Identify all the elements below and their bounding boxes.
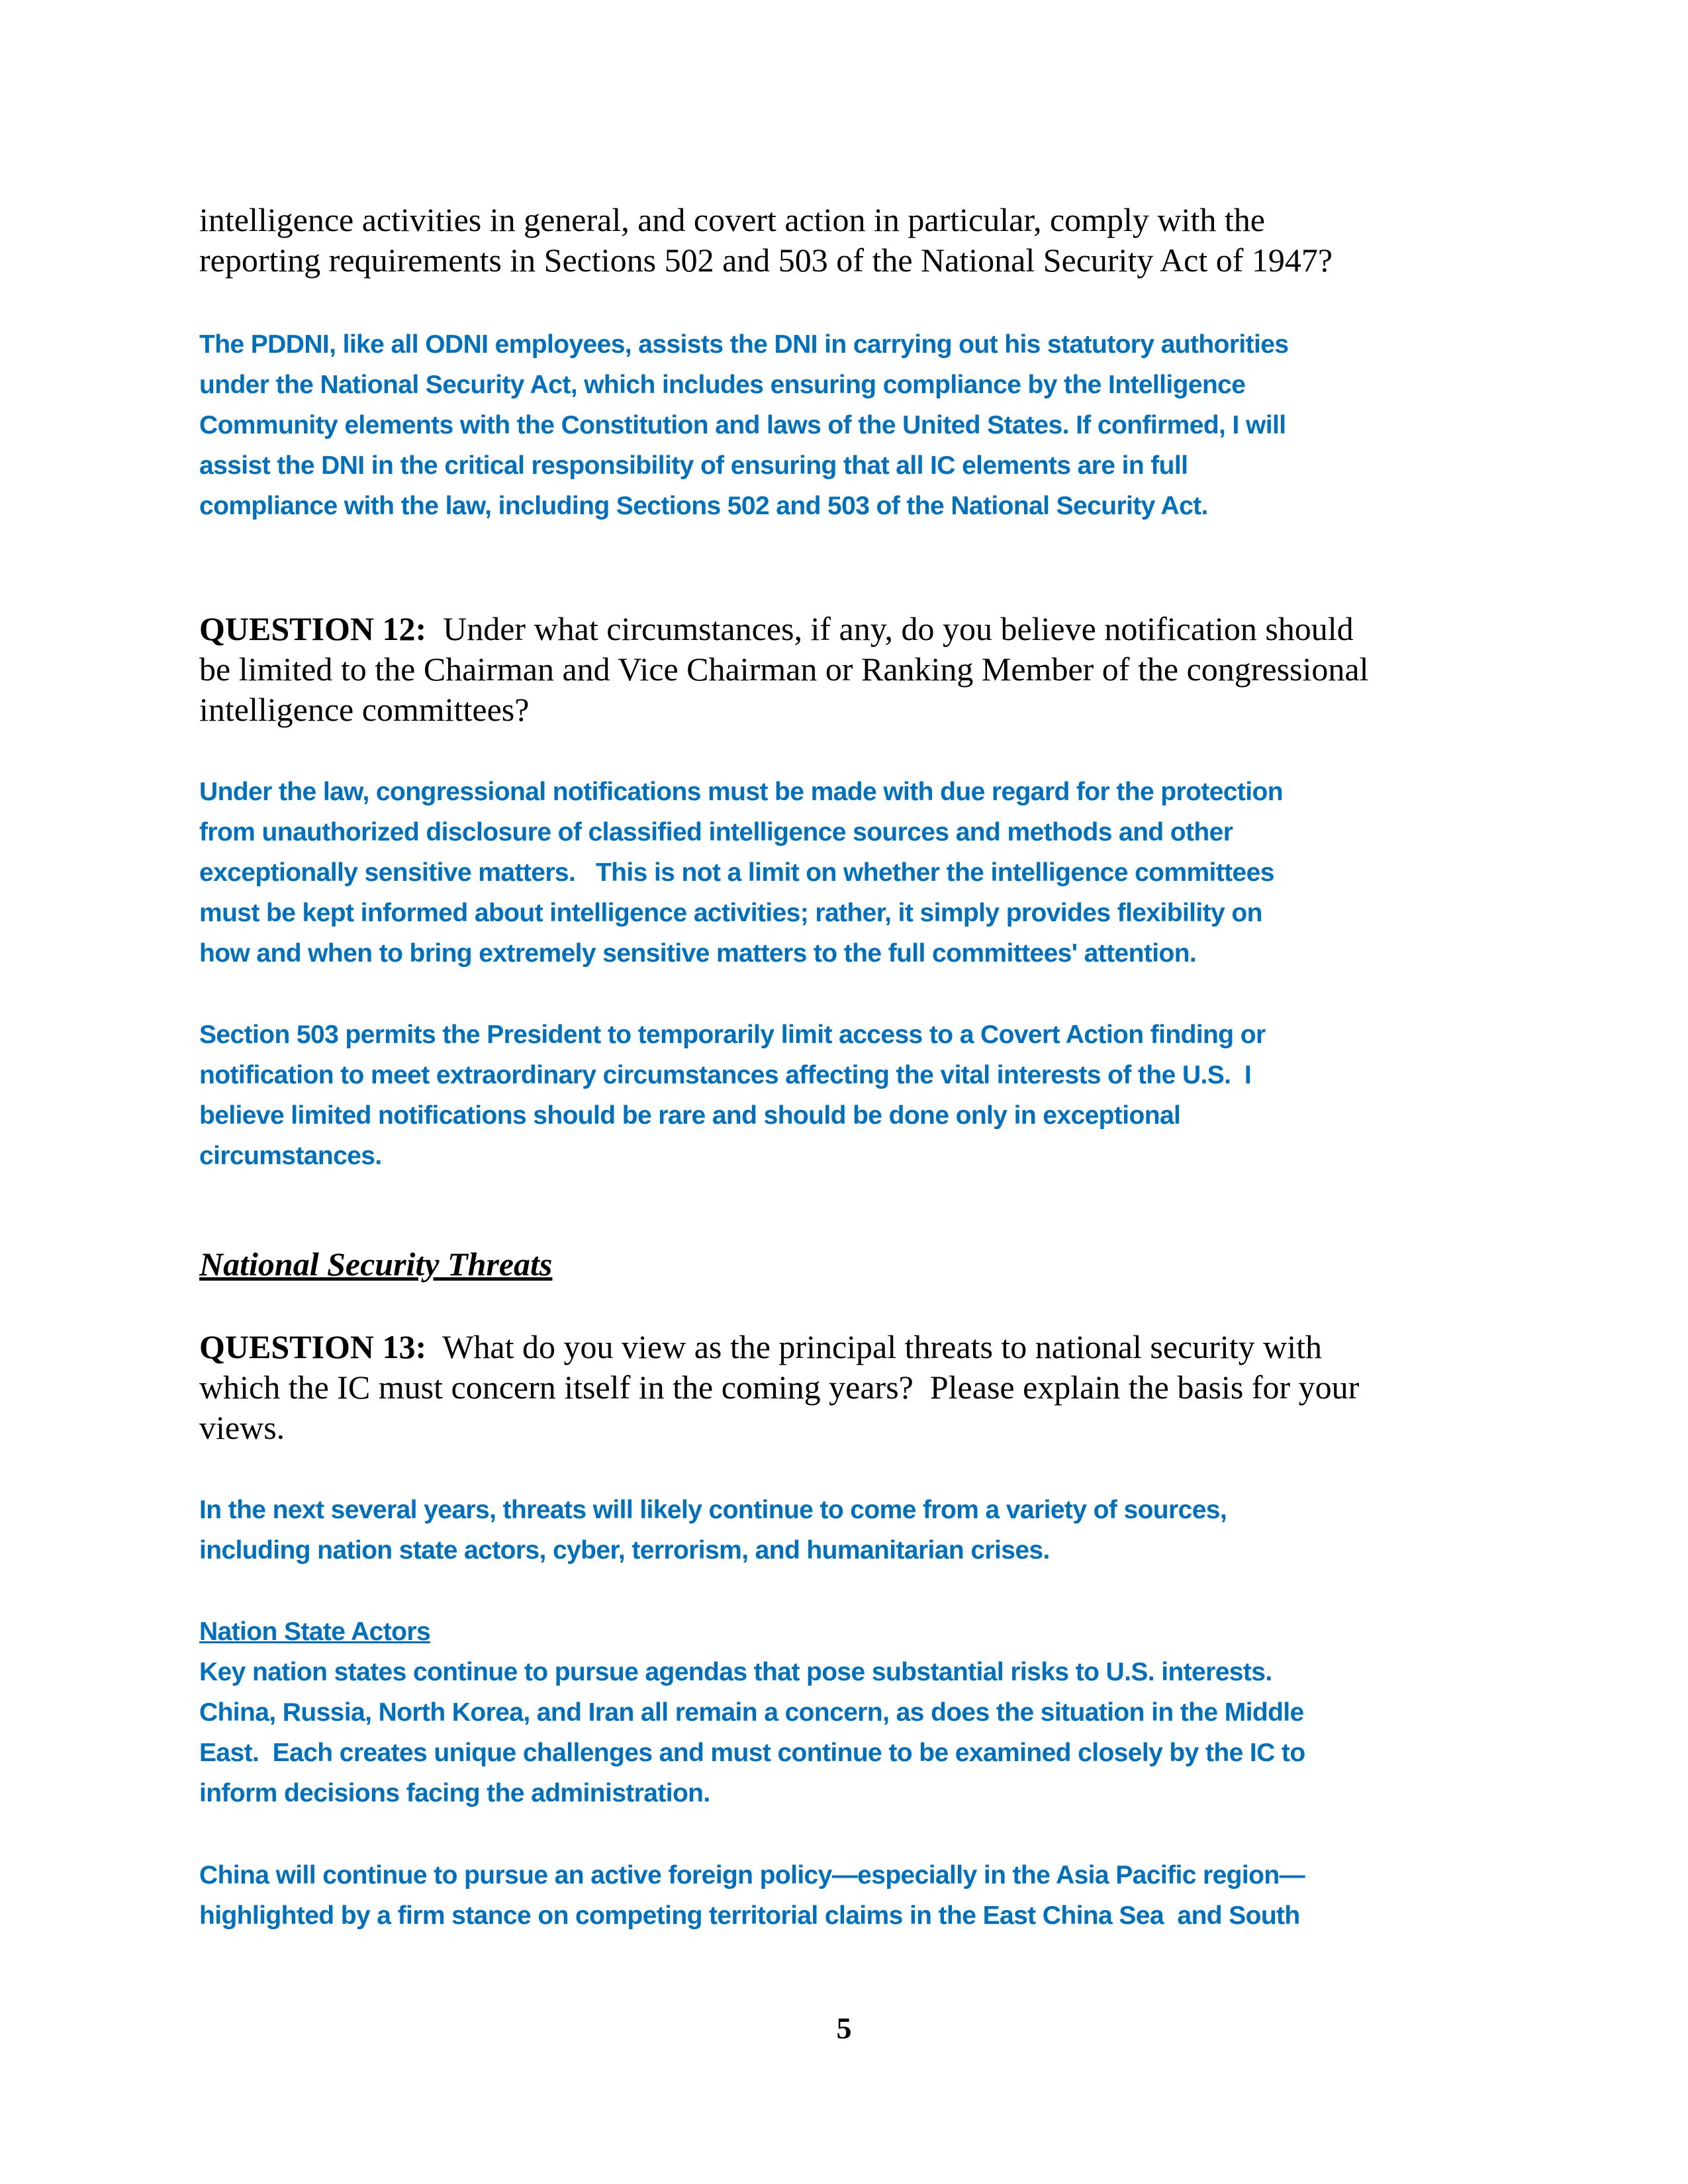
- section-heading: National Security Threats: [199, 1246, 553, 1283]
- question-label: QUESTION 12:: [199, 610, 427, 647]
- text-line: which the IC must concern itself in the coming years? Please explain the basis for your: [199, 1369, 1360, 1406]
- text-line: inform decisions facing the administration.: [199, 1779, 710, 1807]
- text-line: Under the law, congressional notifications must be made with due regard for the protection: [199, 778, 1283, 806]
- text-line: under the National Security Act, which includes ensuring compliance by the Intelligence: [199, 371, 1246, 399]
- text-line: views.: [199, 1409, 285, 1446]
- question-13: [199, 1327, 1359, 1448]
- text-line: how and when to bring extremely sensitive matters to the full committees' attention.: [199, 939, 1197, 968]
- answer-11: [199, 324, 1288, 526]
- question-12: [199, 609, 1368, 730]
- text-line: believe limited notifications should be rare and should be done only in exceptional: [199, 1101, 1181, 1130]
- text-line: circumstances.: [199, 1142, 382, 1170]
- text-line: Under what circumstances, if any, do you believe notification should: [426, 610, 1354, 647]
- page-number: 5: [836, 2011, 852, 2045]
- text-line: The PDDNI, like all ODNI employees, assists the DNI in carrying out his statutory authorities: [199, 330, 1289, 359]
- china-paragraph: [199, 1855, 1305, 1936]
- text-line: Section 503 permits the President to temporarily limit access to a Covert Action finding or: [199, 1021, 1266, 1049]
- text-line: Key nation states continue to pursue agendas that pose substantial risks to U.S. interests.: [199, 1658, 1272, 1686]
- answer-12-part-2: [199, 1015, 1266, 1176]
- answer-13: [199, 1490, 1227, 1570]
- nation-state-actors: [199, 1612, 1305, 1813]
- text-line: highlighted by a firm stance on competing territorial claims in the East China Sea and South: [199, 1901, 1300, 1930]
- text-line: In the next several years, threats will likely continue to come from a variety of sources,: [199, 1496, 1227, 1524]
- question-label: QUESTION 13:: [199, 1328, 427, 1365]
- answer-12-part-1: [199, 772, 1283, 974]
- text-line: including nation state actors, cyber, terrorism, and humanitarian crises.: [199, 1536, 1050, 1565]
- text-line: intelligence committees?: [199, 691, 530, 728]
- text-line: notification to meet extraordinary circumstances affecting the vital interests of the U.S. I: [199, 1061, 1252, 1089]
- text-line: must be kept informed about intelligence activities; rather, it simply provides flexibility on: [199, 899, 1262, 927]
- text-line: intelligence activities in general, and covert action in particular, comply with the: [199, 201, 1265, 238]
- subheading: Nation State Actors: [199, 1617, 431, 1646]
- question-11-continuation: [199, 200, 1333, 281]
- text-line: East. Each creates unique challenges and must continue to be examined closely by the IC to: [199, 1739, 1305, 1767]
- text-line: What do you view as the principal threats to national security with: [426, 1328, 1323, 1365]
- text-line: compliance with the law, including Sections 502 and 503 of the National Security Act.: [199, 492, 1208, 520]
- text-line: Community elements with the Constitution and laws of the United States. If confirmed, I will: [199, 411, 1286, 439]
- text-line: China will continue to pursue an active foreign policy—especially in the Asia Pacific region—: [199, 1861, 1305, 1889]
- text-line: from unauthorized disclosure of classified intelligence sources and methods and other: [199, 818, 1233, 846]
- text-line: reporting requirements in Sections 502 and 503 of the National Security Act of 1947?: [199, 242, 1333, 279]
- text-line: exceptionally sensitive matters. This is not a limit on whether the intelligence committees: [199, 858, 1274, 887]
- text-line: assist the DNI in the critical responsibility of ensuring that all IC elements are in full: [199, 451, 1188, 480]
- text-line: be limited to the Chairman and Vice Chairman or Ranking Member of the congressional: [199, 651, 1369, 688]
- text-line: China, Russia, North Korea, and Iran all remain a concern, as does the situation in the Middle: [199, 1698, 1304, 1727]
